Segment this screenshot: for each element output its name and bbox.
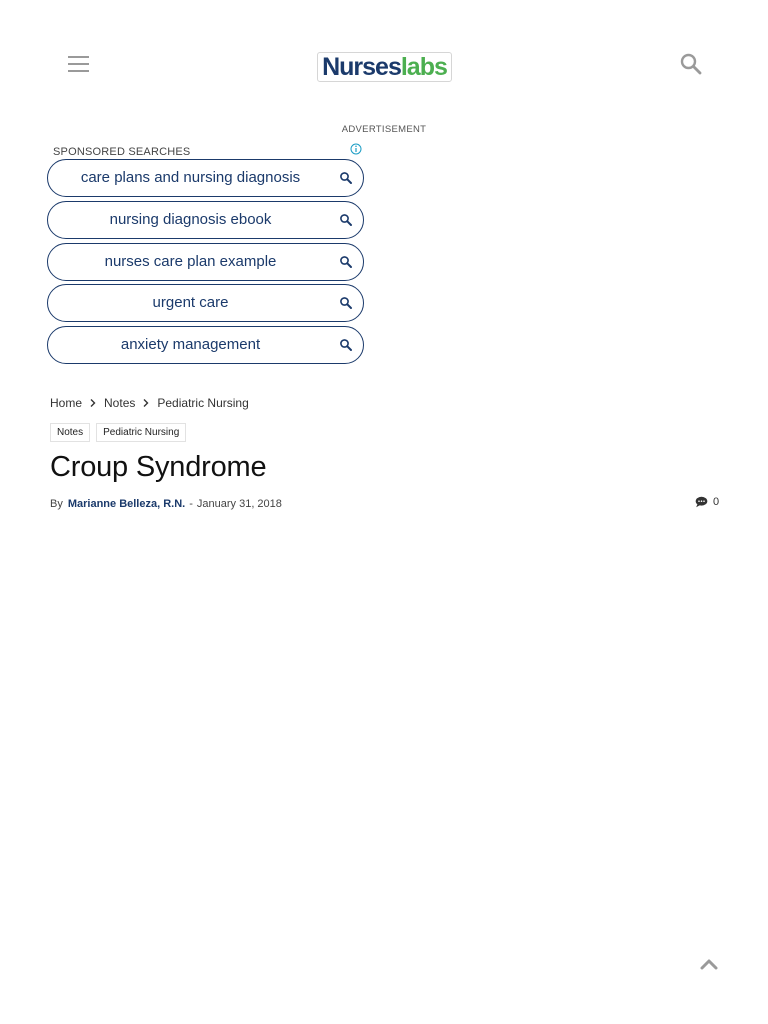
- info-icon[interactable]: [350, 142, 362, 154]
- search-icon: [339, 213, 353, 227]
- logo-text-primary: Nurses: [322, 52, 401, 81]
- breadcrumb-home[interactable]: Home: [50, 396, 83, 410]
- sponsored-search-item[interactable]: [47, 159, 364, 197]
- article-title: Croup Syndrome: [50, 451, 267, 483]
- chevron-up-icon: [695, 950, 723, 978]
- comments-link[interactable]: [695, 496, 719, 508]
- breadcrumb: [50, 396, 249, 410]
- hamburger-menu-icon[interactable]: [64, 50, 92, 78]
- logo-text-secondary: labs: [400, 52, 447, 81]
- tag-pediatric-nursing[interactable]: Pediatric Nursing: [96, 423, 186, 442]
- sponsored-search-label: nurses care plan example: [104, 253, 277, 270]
- comment-count: 0: [713, 496, 720, 508]
- article-meta: [50, 498, 282, 510]
- comment-icon: [695, 496, 708, 508]
- search-icon[interactable]: [678, 51, 704, 77]
- chevron-right-icon: [141, 398, 151, 408]
- site-logo[interactable]: [317, 52, 452, 82]
- sponsored-search-label: nursing diagnosis ebook: [109, 211, 272, 228]
- search-icon: [339, 338, 353, 352]
- search-icon: [339, 171, 353, 185]
- chevron-right-icon: [88, 398, 98, 408]
- sponsored-searches-title: SPONSORED SEARCHES: [53, 146, 191, 158]
- back-to-top-button[interactable]: [695, 950, 723, 978]
- sponsored-search-item[interactable]: [47, 201, 364, 239]
- sponsored-search-label: care plans and nursing diagnosis: [80, 169, 301, 186]
- sponsored-search-item[interactable]: [47, 284, 364, 322]
- search-icon: [339, 296, 353, 310]
- breadcrumb-notes[interactable]: Notes: [104, 396, 136, 410]
- advertisement-label: ADVERTISEMENT: [341, 124, 427, 135]
- category-tags: [50, 423, 186, 442]
- site-header: [0, 0, 768, 130]
- sponsored-search-label: anxiety management: [120, 336, 261, 353]
- author-link[interactable]: Marianne Belleza, R.N.: [67, 498, 186, 510]
- sponsored-search-item[interactable]: [47, 243, 364, 281]
- by-label: By: [50, 498, 63, 510]
- sponsored-search-item[interactable]: [47, 326, 364, 364]
- meta-separator: -: [189, 498, 193, 510]
- sponsored-searches: [47, 142, 365, 353]
- search-icon: [339, 255, 353, 269]
- publish-date: January 31, 2018: [196, 498, 282, 510]
- sponsored-search-label: urgent care: [152, 294, 229, 311]
- breadcrumb-pediatric-nursing[interactable]: Pediatric Nursing: [157, 396, 249, 410]
- tag-notes[interactable]: Notes: [50, 423, 90, 442]
